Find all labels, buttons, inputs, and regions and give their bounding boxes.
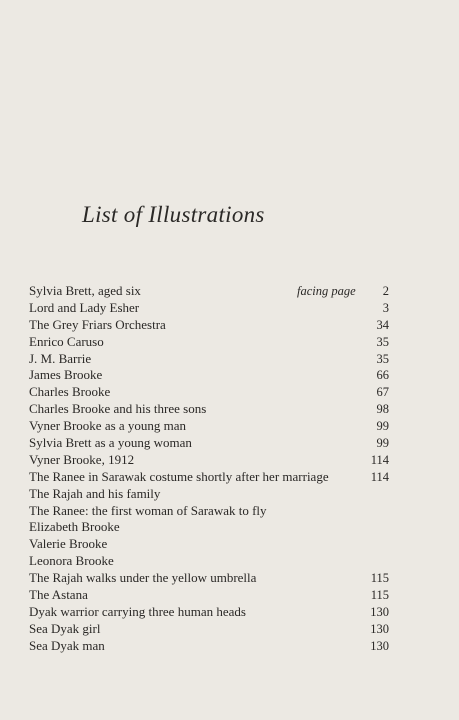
illustration-caption: Charles Brooke and his three sons bbox=[29, 401, 207, 417]
list-item bbox=[29, 435, 389, 452]
illustration-caption: Vyner Brooke as a young man bbox=[29, 418, 187, 434]
illustration-caption: Vyner Brooke, 1912 bbox=[29, 451, 135, 467]
list-item bbox=[29, 469, 389, 486]
illustration-caption: Charles Brooke bbox=[29, 384, 111, 400]
page-number: 99 bbox=[376, 419, 389, 434]
page-number: 35 bbox=[376, 334, 389, 349]
list-item bbox=[29, 334, 389, 351]
list-item bbox=[29, 317, 389, 334]
list-item bbox=[29, 604, 389, 621]
illustration-caption: J. M. Barrie bbox=[29, 350, 92, 366]
list-item bbox=[29, 401, 389, 418]
list-item bbox=[29, 452, 389, 469]
page-number: 67 bbox=[376, 385, 389, 400]
list-item bbox=[29, 553, 389, 570]
illustration-caption: The Astana bbox=[29, 587, 88, 603]
list-item bbox=[29, 384, 389, 401]
page-number: 98 bbox=[376, 402, 389, 417]
illustration-caption: Sea Dyak girl bbox=[29, 620, 101, 636]
page-number: 115 bbox=[370, 588, 389, 603]
facing-page-label: facing page bbox=[297, 284, 356, 298]
list-item bbox=[29, 486, 389, 503]
illustration-caption: James Brooke bbox=[29, 367, 103, 383]
list-item bbox=[29, 300, 389, 317]
page-number: 130 bbox=[370, 621, 389, 636]
page-number: 34 bbox=[376, 317, 389, 332]
page-number: 114 bbox=[370, 452, 389, 467]
list-item bbox=[29, 587, 389, 604]
illustration-caption: Valerie Brooke bbox=[29, 536, 108, 552]
illustration-caption: Leonora Brooke bbox=[29, 553, 114, 569]
page-number: 99 bbox=[376, 436, 389, 451]
page-number: 35 bbox=[376, 351, 389, 366]
illustration-caption: Dyak warrior carrying three human heads bbox=[29, 603, 246, 619]
list-item bbox=[29, 351, 389, 368]
illustration-caption: The Grey Friars Orchestra bbox=[29, 316, 166, 332]
list-item bbox=[29, 638, 389, 655]
list-item bbox=[29, 283, 389, 300]
list-item bbox=[29, 367, 389, 384]
illustration-caption: The Ranee in Sarawak costume shortly after her marriage bbox=[29, 468, 329, 484]
page-number: 130 bbox=[370, 638, 389, 653]
illustration-caption: The Rajah walks under the yellow umbrella bbox=[29, 570, 257, 586]
illustration-caption: Lord and Lady Esher bbox=[29, 299, 140, 315]
illustration-list bbox=[29, 283, 389, 655]
illustration-caption: Sylvia Brett as a young woman bbox=[29, 435, 192, 451]
list-item bbox=[29, 621, 389, 638]
page-number: 66 bbox=[376, 368, 389, 383]
page-number: 115 bbox=[370, 571, 389, 586]
illustration-caption: The Ranee: the first woman of Sarawak to fly bbox=[29, 502, 267, 518]
list-item bbox=[29, 536, 389, 553]
page-number: 114 bbox=[370, 469, 389, 484]
list-item bbox=[29, 570, 389, 587]
page-number: 2 bbox=[382, 284, 389, 298]
list-item bbox=[29, 519, 389, 536]
list-item bbox=[29, 418, 389, 435]
page-number: 3 bbox=[382, 300, 389, 315]
illustration-caption: The Rajah and his family bbox=[29, 485, 161, 501]
page-title: List of Illustrations bbox=[82, 202, 265, 227]
list-item bbox=[29, 503, 389, 520]
illustration-caption: Sylvia Brett, aged six bbox=[29, 283, 141, 298]
illustration-caption: Elizabeth Brooke bbox=[29, 519, 120, 535]
page-number: 130 bbox=[370, 604, 389, 619]
illustration-caption: Sea Dyak man bbox=[29, 637, 105, 653]
illustration-caption: Enrico Caruso bbox=[29, 333, 104, 349]
